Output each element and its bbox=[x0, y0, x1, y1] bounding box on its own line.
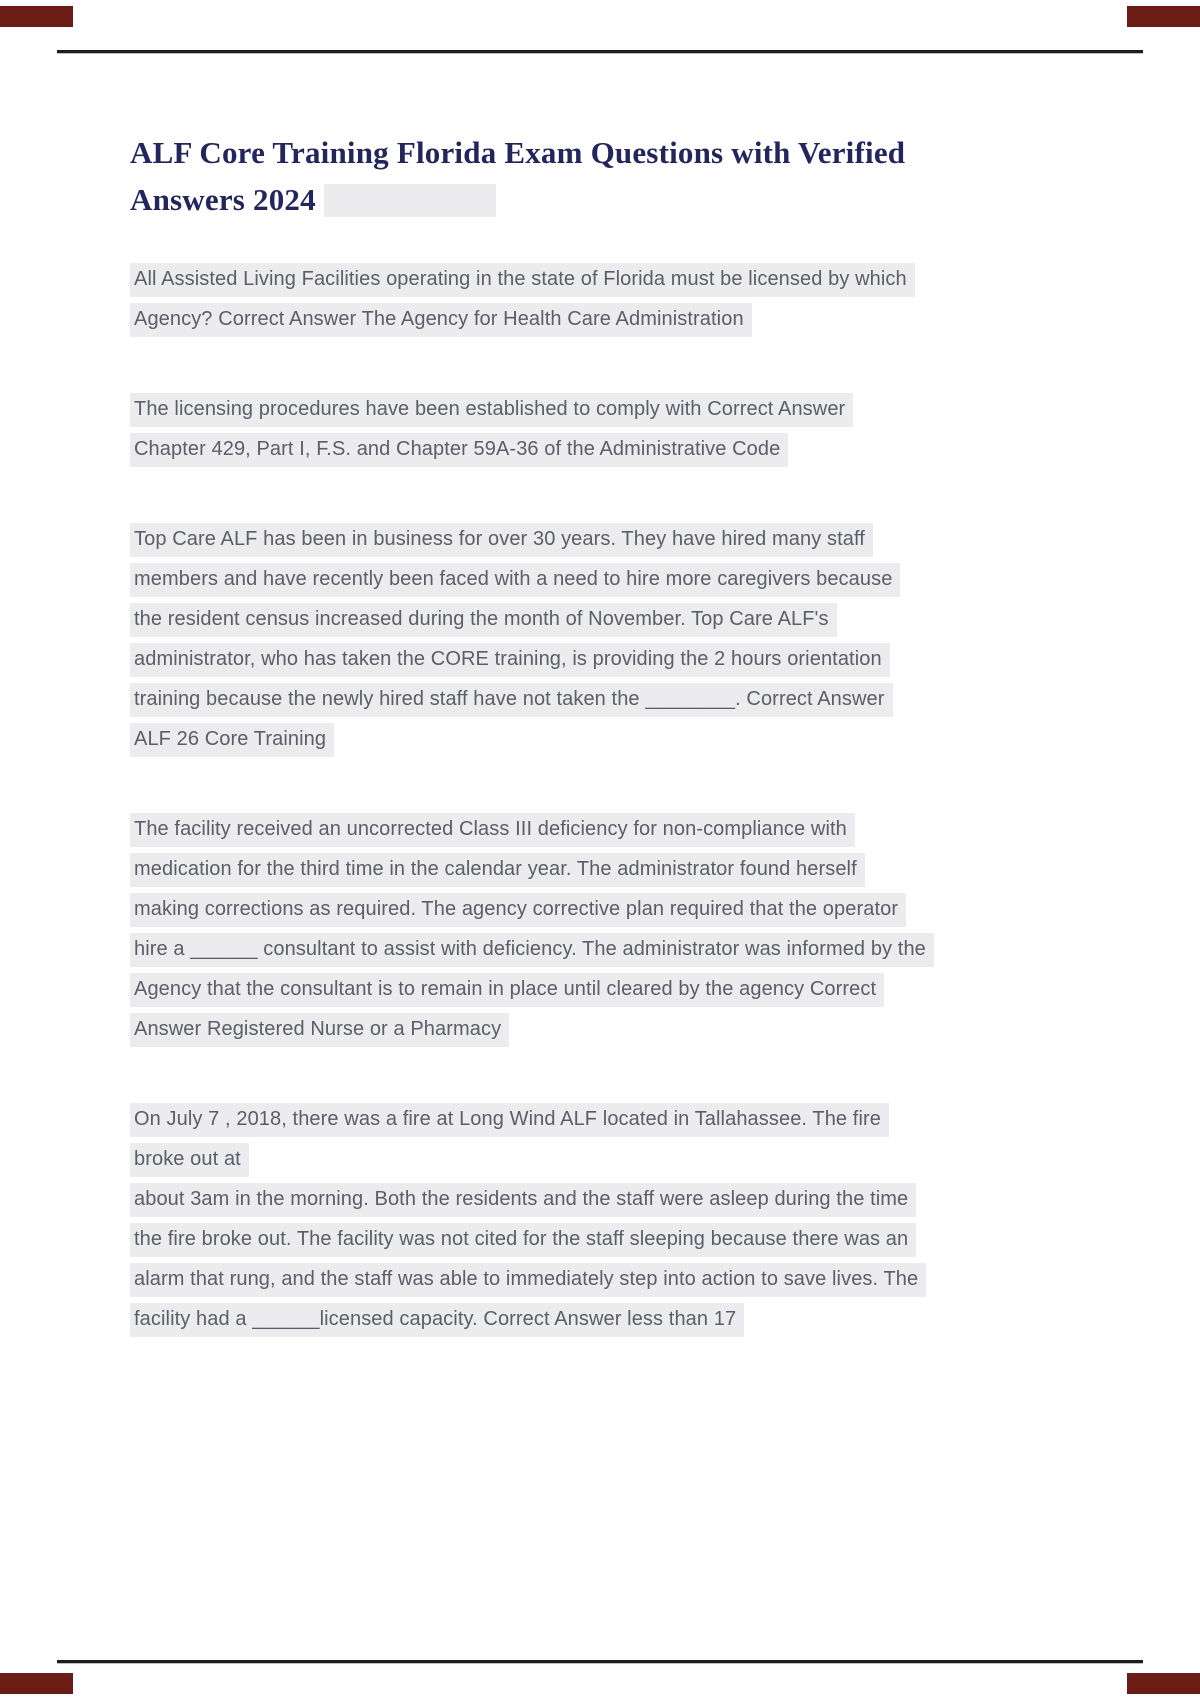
qa-paragraph bbox=[130, 389, 1140, 469]
corner-mark-bottom-left bbox=[0, 1673, 73, 1694]
text-line bbox=[130, 929, 1140, 969]
text-line bbox=[130, 429, 1140, 469]
corner-mark-bottom-right bbox=[1127, 1673, 1200, 1694]
highlighted-text: medication for the third time in the calendar year. The administrator found herself bbox=[130, 853, 865, 887]
text-line bbox=[130, 969, 1140, 1009]
highlighted-text: administrator, who has taken the CORE training, is providing the 2 hours orientation bbox=[130, 643, 890, 677]
highlighted-text: members and have recently been faced with a need to hire more caregivers because bbox=[130, 563, 900, 597]
highlighted-text: The facility received an uncorrected Class III deficiency for non-compliance with bbox=[130, 813, 855, 847]
page-title-line-1: ALF Core Training Florida Exam Questions with Verified bbox=[130, 135, 906, 170]
text-line bbox=[130, 1009, 1140, 1049]
bottom-rule bbox=[57, 1660, 1143, 1663]
highlighted-text: The licensing procedures have been established to comply with Correct Answer bbox=[130, 393, 853, 427]
top-rule bbox=[57, 50, 1143, 53]
highlighted-text: ALF 26 Core Training bbox=[130, 723, 334, 757]
text-line bbox=[130, 299, 1140, 339]
qa-paragraph bbox=[130, 519, 1140, 759]
qa-paragraph bbox=[130, 1099, 1140, 1339]
text-line bbox=[130, 559, 1140, 599]
text-line bbox=[130, 1299, 1140, 1339]
text-line bbox=[130, 1219, 1140, 1259]
highlighted-text: alarm that rung, and the staff was able to immediately step into action to save lives. The bbox=[130, 1263, 926, 1297]
text-line bbox=[130, 1179, 1140, 1219]
highlighted-text: Agency that the consultant is to remain in place until cleared by the agency Correct bbox=[130, 973, 884, 1007]
qa-paragraph bbox=[130, 809, 1140, 1049]
highlighted-text: making corrections as required. The agency corrective plan required that the operator bbox=[130, 893, 906, 927]
text-line bbox=[130, 1139, 1140, 1179]
highlighted-text: facility had a ______licensed capacity. Correct Answer less than 17 bbox=[130, 1303, 744, 1337]
highlighted-text: Top Care ALF has been in business for over 30 years. They have hired many staff bbox=[130, 523, 873, 557]
text-line bbox=[130, 639, 1140, 679]
corner-mark-top-right bbox=[1127, 6, 1200, 27]
highlighted-text: training because the newly hired staff have not taken the ________. Correct Answer bbox=[130, 683, 893, 717]
corner-mark-top-left bbox=[0, 6, 73, 27]
text-line bbox=[130, 519, 1140, 559]
highlighted-text: broke out at bbox=[130, 1143, 249, 1177]
text-line bbox=[130, 1259, 1140, 1299]
highlighted-text: the resident census increased during the month of November. Top Care ALF's bbox=[130, 603, 837, 637]
highlighted-text: hire a ______ consultant to assist with deficiency. The administrator was informed by the bbox=[130, 933, 934, 967]
title-trailing-highlight bbox=[324, 184, 496, 217]
highlighted-text: All Assisted Living Facilities operating in the state of Florida must be licensed by which bbox=[130, 263, 915, 297]
text-line bbox=[130, 259, 1140, 299]
text-line bbox=[130, 1099, 1140, 1139]
highlighted-text: Chapter 429, Part I, F.S. and Chapter 59A-36 of the Administrative Code bbox=[130, 433, 788, 467]
text-line bbox=[130, 599, 1140, 639]
highlighted-text: Answer Registered Nurse or a Pharmacy bbox=[130, 1013, 509, 1047]
page-title-line-2 bbox=[130, 176, 1070, 223]
text-line bbox=[130, 679, 1140, 719]
highlighted-text: Agency? Correct Answer The Agency for Health Care Administration bbox=[130, 303, 752, 337]
highlighted-text: On July 7 , 2018, there was a fire at Long Wind ALF located in Tallahassee. The fire bbox=[130, 1103, 889, 1137]
paragraphs bbox=[130, 259, 1140, 1389]
text-line bbox=[130, 809, 1140, 849]
text-line bbox=[130, 719, 1140, 759]
page-title bbox=[130, 129, 1070, 223]
text-line bbox=[130, 889, 1140, 929]
highlighted-text: the fire broke out. The facility was not cited for the staff sleeping because there was an bbox=[130, 1223, 916, 1257]
page-title-line-2-text: Answers 2024 bbox=[130, 182, 316, 217]
text-line bbox=[130, 849, 1140, 889]
text-line bbox=[130, 389, 1140, 429]
qa-paragraph bbox=[130, 259, 1140, 339]
highlighted-text: about 3am in the morning. Both the residents and the staff were asleep during the time bbox=[130, 1183, 916, 1217]
